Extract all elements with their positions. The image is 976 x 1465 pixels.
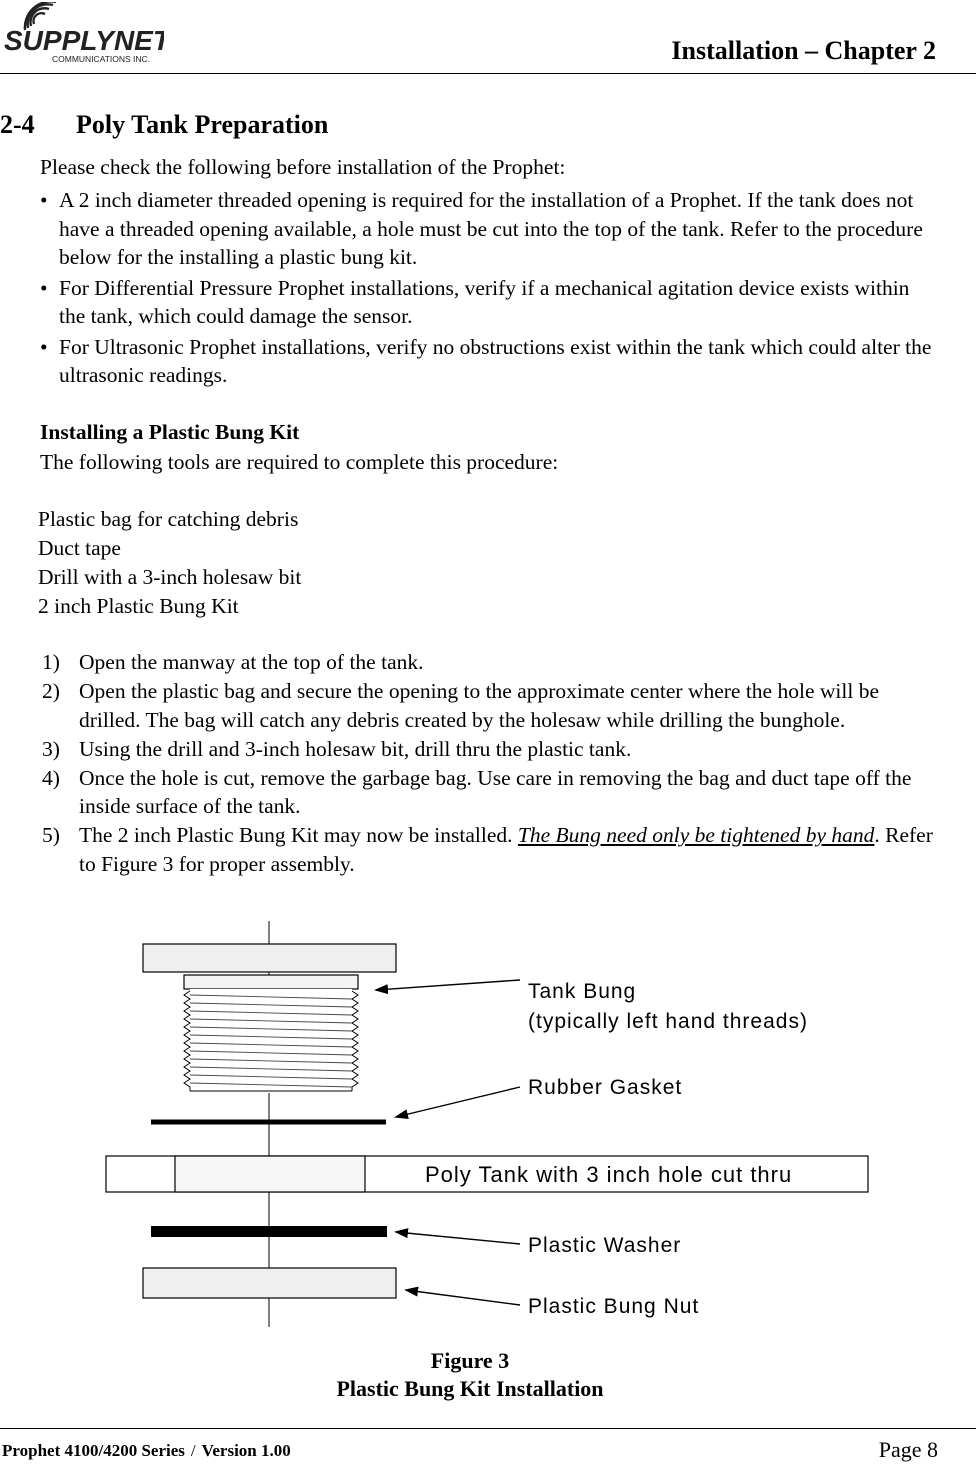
plastic-washer-label: Plastic Washer <box>528 1234 682 1257</box>
figure-title: Plastic Bung Kit Installation <box>336 1376 604 1401</box>
section-number: 2-4 <box>0 110 35 139</box>
tool-item: Drill with a 3-inch holesaw bit <box>38 565 302 589</box>
procedure-step <box>40 677 940 734</box>
step-number: 3) <box>42 736 60 761</box>
step-text: Open the manway at the top of the tank. <box>79 650 424 674</box>
bung-kit-diagram <box>0 915 976 1335</box>
step-number: 5) <box>42 823 60 847</box>
tool-item: 2 inch Plastic Bung Kit <box>38 594 239 618</box>
check-list <box>40 186 940 392</box>
footer-separator: / <box>190 1441 196 1460</box>
footer-product-info <box>2 1441 291 1461</box>
footer-divider <box>0 1428 976 1429</box>
check-item: • A 2 inch diameter threaded opening is required for the installation of a Prophet. If the tank does not have a threaded opening available, a hole must be cut into the top of the tank. Refer to the procedure below for the installing a plastic bung kit. <box>40 186 940 272</box>
procedure-step <box>40 821 940 878</box>
plastic-washer-part <box>151 1226 387 1237</box>
rubber-gasket-label: Rubber Gasket <box>528 1076 683 1099</box>
tank-bung-label: Tank Bung <box>528 980 637 1003</box>
logo-subtitle: COMMUNICATIONS INC. <box>52 54 151 64</box>
tools-list <box>38 505 301 621</box>
tool-item: Duct tape <box>38 536 121 560</box>
section-intro: Please check the following before installation of the Prophet: <box>40 155 566 179</box>
procedure-step <box>40 735 940 764</box>
section-heading <box>0 110 328 140</box>
header-divider <box>0 73 976 74</box>
footer-version: Version 1.00 <box>201 1441 291 1460</box>
supplynet-logo <box>4 2 164 66</box>
plastic-bung-nut-arrow <box>406 1290 520 1305</box>
tank-bung-note-label: (typically left hand threads) <box>528 1010 808 1033</box>
check-item: • For Ultrasonic Prophet installations, verify no obstructions exist within the tank which could alter the ultrasonic readings. <box>40 333 940 390</box>
step-number: 2) <box>42 679 60 703</box>
step-text: Open the plastic bag and secure the opening to the approximate center where the hole will be drilled. The bag will catch any debris created by the holesaw while drilling the bunghole. <box>79 679 879 732</box>
tank-bung-part <box>143 944 396 1093</box>
step-number: 1) <box>42 650 60 674</box>
plastic-bung-nut-label: Plastic Bung Nut <box>528 1295 700 1318</box>
page-number: Page 8 <box>878 1437 938 1462</box>
step-emphasis: The Bung need only be tightened by hand <box>517 823 875 847</box>
step-number: 4) <box>42 765 60 790</box>
tank-bung-arrow <box>376 980 520 990</box>
subsection-title: Installing a Plastic Bung Kit <box>40 420 300 444</box>
subsection-intro: The following tools are required to complete this procedure: <box>40 450 559 474</box>
procedure-step <box>40 764 940 821</box>
chapter-title: Installation – Chapter 2 <box>671 36 936 65</box>
procedure-step <box>40 648 940 677</box>
poly-tank-label: Poly Tank with 3 inch hole cut thru <box>425 1162 793 1187</box>
step-text: Using the drill and 3-inch holesaw bit, drill thru the plastic tank. <box>79 736 632 761</box>
plastic-washer-arrow <box>396 1232 520 1244</box>
tool-item: Plastic bag for catching debris <box>38 507 299 531</box>
step-text: Once the hole is cut, remove the garbage bag. Use care in removing the bag and duct tape off the inside surface of the tank. <box>79 765 912 818</box>
footer-series: Prophet 4100/4200 Series <box>2 1441 185 1460</box>
figure-number: Figure 3 <box>430 1348 510 1373</box>
step-text: . Refer to Figure 3 for proper assembly. <box>79 823 933 876</box>
check-item: • For Differential Pressure Prophet installations, verify if a mechanical agitation device exists within the tank, which could damage the sensor. <box>40 274 940 331</box>
logo-graphic <box>4 2 164 66</box>
procedure-steps <box>40 648 940 879</box>
step-text: The 2 inch Plastic Bung Kit may now be installed. <box>79 823 518 847</box>
rubber-gasket-arrow <box>396 1087 520 1117</box>
logo-wordmark: SUPPLYNET <box>4 25 164 56</box>
section-title: Poly Tank Preparation <box>76 110 329 139</box>
plastic-bung-nut-part <box>143 1268 396 1298</box>
